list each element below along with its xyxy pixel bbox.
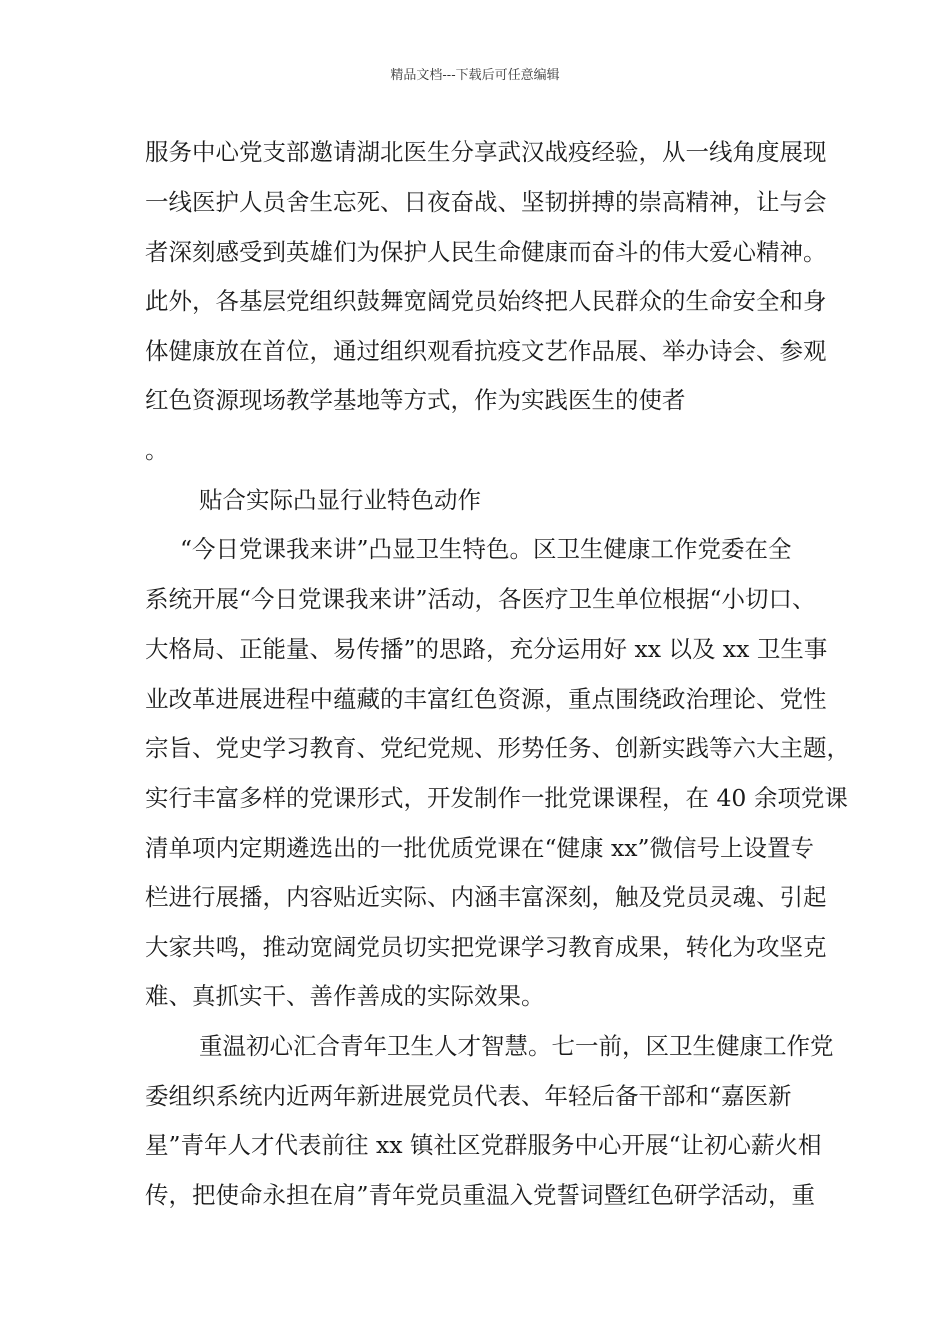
text-line: 清单项内定期遴选出的一批优质党课在“健康 xx”微信号上设置专 (145, 834, 815, 862)
page-header: 精品文档---下载后可任意编辑 (390, 68, 560, 83)
text-line: 业改革进展进程中蕴藏的丰富红色资源，重点围绕政治理论、党性 (145, 685, 827, 713)
text-line: “今日党课我来讲”凸显卫生特色。区卫生健康工作党委在全 (180, 535, 792, 563)
text-line: 体健康放在首位，通过组织观看抗疫文艺作品展、举办诗会、参观 (145, 337, 827, 365)
section-heading: 贴合实际凸显行业特色动作 (199, 486, 481, 514)
text-line: 委组织系统内近两年新进展党员代表、年轻后备干部和“嘉医新 (145, 1082, 792, 1110)
text-line: 系统开展“今日党课我来讲”活动，各医疗卫生单位根据“小切口、 (145, 585, 816, 613)
text-line: 实行丰富多样的党课形式，开发制作一批党课课程，在 40 余项党课 (145, 784, 848, 812)
text-line: 栏进行展播，内容贴近实际、内涵丰富深刻，触及党员灵魂、引起 (145, 883, 827, 911)
text-line: 。 (145, 436, 169, 464)
text-line: 传，把使命永担在肩”青年党员重温入党誓词暨红色研学活动，重 (145, 1181, 816, 1209)
text-line: 大家共鸣，推动宽阔党员切实把党课学习教育成果，转化为攻坚克 (145, 933, 827, 961)
text-line: 难、真抓实干、善作善成的实际效果。 (145, 982, 545, 1010)
text-line: 重温初心汇合青年卫生人才智慧。七一前，区卫生健康工作党 (199, 1032, 834, 1060)
text-line: 大格局、正能量、易传播”的思路，充分运用好 xx 以及 xx 卫生事 (145, 635, 828, 663)
text-line: 星”青年人才代表前往 xx 镇社区党群服务中心开展“让初心薪火相 (145, 1131, 822, 1159)
text-line: 者深刻感受到英雄们为保护人民生命健康而奋斗的伟大爱心精神。 (145, 238, 827, 266)
text-line: 一线医护人员舍生忘死、日夜奋战、坚韧拼搏的崇高精神，让与会 (145, 188, 827, 216)
text-line: 红色资源现场教学基地等方式，作为实践医生的使者 (145, 386, 686, 414)
text-line: 宗旨、党史学习教育、党纪党规、形势任务、创新实践等六大主题， (145, 734, 850, 762)
text-line: 此外，各基层党组织鼓舞宽阔党员始终把人民群众的生命安全和身 (145, 287, 827, 315)
text-line: 服务中心党支部邀请湖北医生分享武汉战疫经验，从一线角度展现 (145, 138, 827, 166)
